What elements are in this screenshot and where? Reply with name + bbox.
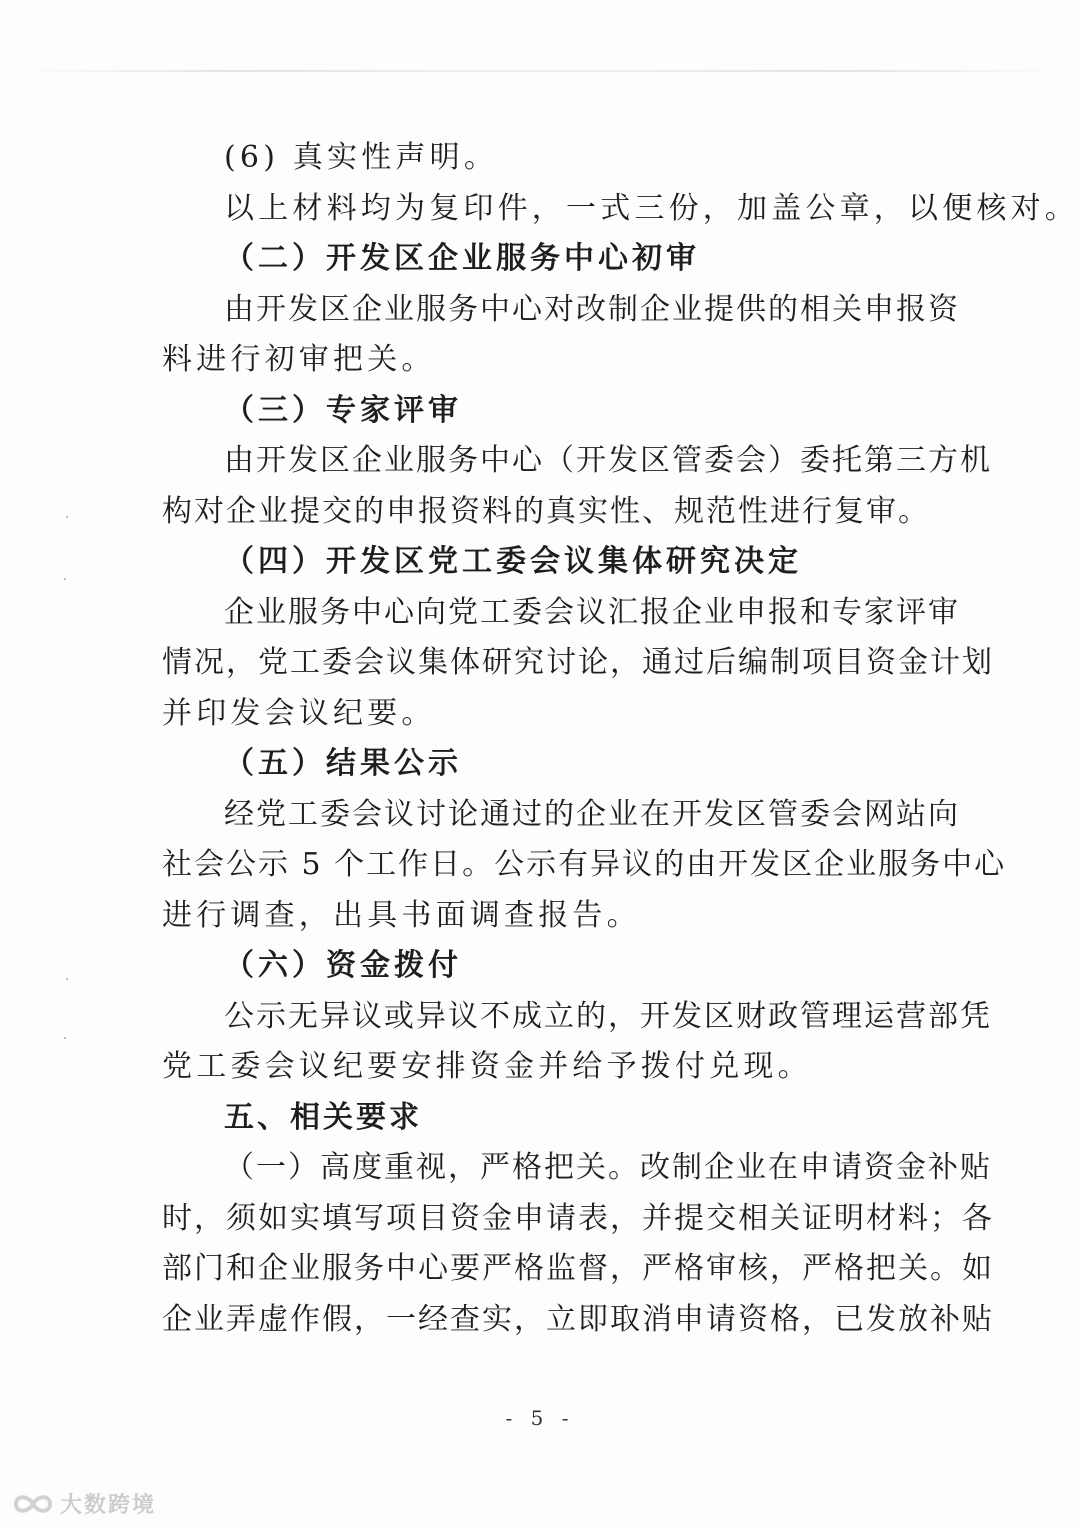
section-heading-expert-review: （三）专家评审 (224, 392, 462, 428)
paragraph-line: 时，须如实填写项目资金申请表，并提交相关证明材料；各 (162, 1200, 994, 1236)
paragraph-copies-note: 以上材料均为复印件，一式三份，加盖公章，以便核对。 (224, 190, 1079, 226)
scan-speck (64, 578, 66, 580)
list-item-statement: (6) 真实性声明。 (224, 140, 499, 175)
infinity-logo-icon (10, 1489, 56, 1519)
paragraph-line: （一）高度重视，严格把关。改制企业在申请资金补贴 (224, 1150, 992, 1185)
scan-speck (66, 978, 68, 980)
scan-artifact-line (20, 70, 1060, 72)
paragraph-line: 料进行初审把关。 (162, 342, 436, 377)
section-heading-public-notice: （五）结果公示 (224, 746, 462, 781)
paragraph-line: 由开发区企业服务中心（开发区管委会）委托第三方机 (224, 443, 992, 478)
section-heading-requirements: 五、相关要求 (224, 1099, 422, 1135)
section-heading-preliminary-review: （二）开发区企业服务中心初审 (224, 241, 700, 276)
scan-speck (64, 1037, 66, 1039)
section-heading-committee-decision: （四）开发区党工委会议集体研究决定 (224, 544, 802, 579)
paragraph-line: 公示无异议或异议不成立的，开发区财政管理运营部凭 (224, 998, 992, 1034)
watermark (10, 1488, 156, 1519)
paragraph-line: 情况，党工委会议集体研究讨论，通过后编制项目资金计划 (162, 645, 994, 680)
paragraph-line: 由开发区企业服务中心对改制企业提供的相关申报资 (224, 291, 960, 327)
page-number: - 5 - (505, 1406, 575, 1430)
paragraph-line: 企业弄虚作假，一经查实，立即取消申请资格，已发放补贴 (162, 1301, 994, 1337)
paragraph-line: 部门和企业服务中心要严格监督，严格审核，严格把关。如 (162, 1251, 994, 1286)
paragraph-line: 构对企业提交的申报资料的真实性、规范性进行复审。 (162, 493, 930, 529)
paragraph-line: 进行调查，出具书面调查报告。 (162, 897, 641, 933)
watermark-text: 大数跨境 (60, 1493, 157, 1518)
document-body (162, 133, 1079, 1345)
paragraph-line: 社会公示 5 个工作日。公示有异议的由开发区企业服务中心 (162, 847, 1007, 882)
section-heading-fund-disbursement: （六）资金拨付 (224, 948, 462, 983)
paragraph-line: 企业服务中心向党工委会议汇报企业申报和专家评审 (224, 594, 960, 630)
paragraph-line: 经党工委会议讨论通过的企业在开发区管委会网站向 (224, 796, 960, 832)
scan-speck (66, 516, 68, 518)
paragraph-line: 并印发会议纪要。 (162, 695, 436, 731)
paragraph-line: 党工委会议纪要安排资金并给予拨付兑现。 (162, 1049, 812, 1084)
